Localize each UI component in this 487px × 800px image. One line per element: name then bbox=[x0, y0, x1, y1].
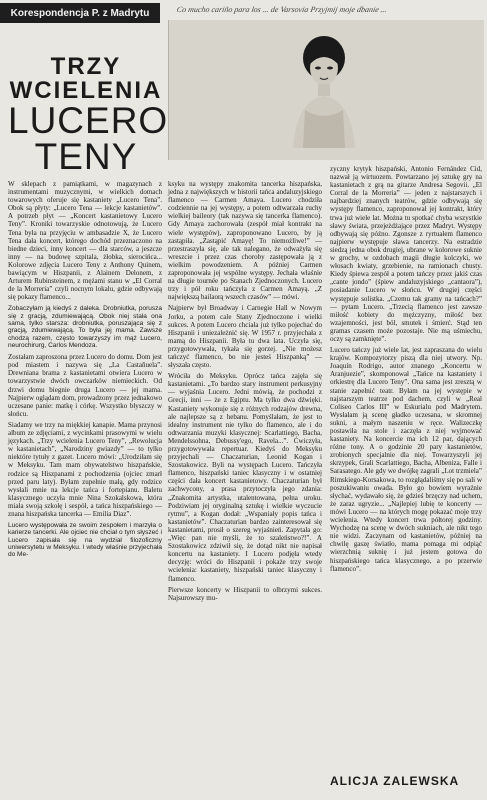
photo-caption: Zobaczyłam ją kiedyś z daleka. Drobniutka, porusza się z gracją, zdumiewającą. Obok niej stała ona sama, tylko starsza: drobniutka, poruszająca się z gracją, zdumiewającą. To była jej mama. Zawsze chodzą razem, często towarzyszy im mąż Lucero, neurochirurg, Carlos Mendoza. bbox=[8, 305, 162, 349]
title-line-2: LUCERO bbox=[8, 100, 169, 141]
handwritten-dedication: Co mucho cariño para los ... de Varsovia Przyjmij moje dbanie ... bbox=[176, 5, 388, 14]
section-header: Korespondencja P. z Madrytu bbox=[0, 3, 160, 23]
paragraph-small: Lucero występowała ze swoim zespołem i marzyła o karierze tancerki. Ale ojciec nie chciał o tym słyszeć i Lucero zapisała się na wydział filozoficzny uniwersytetu w Meksyku. I wtedy właśnie przyjechała do Me- bbox=[8, 522, 162, 559]
paragraph: Lucero tańczy już wiele lat, jest zapraszana do wielu krajów. Kompozytorzy piszą dla niej utwory. Np. Joaquín Rodrigo, autor znanego „Koncertu w Aranjuezie”, skomponował „Tańce na kastaniety i orkiestrę dla Lucero Teny”. Ona sama jest zresztą w stanie zapełnić teatr. Byłam na jej występie w najstarszym teatrze pod dachem, czyli w „Real Coliseo Carlos III” w Eskurialu pod Madrytem. Wysłałam ją scenę gładko uczesana, w skromnej sukni, a małym naszeniu w ręce. Walizeczkę postawiła na stole i zaczęła z niej wyjmować kastaniety. Na koncercie ma ich 12 par, dających różne tony. A o godzinie 20 pary kastanietów, zrobionych specjalnie dla niej. Towarzyszyli jej skrzypek, Grali Scarlattiego, Bacha, Albeniza, Falle i Sarasatego. Ale gdy we dwójkę zagrali „Lot trzmiela” Rimskiego-Korsakowa, to rozgłądaliśmy się po sali w poszukiwaniu owada. Było go bowiem wyraźnie słychać, wydawało się, że gdzieś brzęczy nad uchem, że zaraz ugryzie... „Najlepiej lubię te koncerty — mówi Lucero — na których mogę pokazać moje trzy wcielenia. Wtedy koncert trwa półtorej godziny. Wychodzę na scenę w dwóch sukniach, ale nikt tego nie widzi. Zaczynam od kastanietów, później na chwilę gaszę światło, mama pomaga mi odpiąć wierzchnią suknię i już jestem gotowa do hiszpańskiego tańca klasycznego, a po przerwie flamenco”. bbox=[330, 346, 482, 573]
text-column-3 bbox=[330, 165, 482, 573]
portrait-photo bbox=[168, 20, 484, 160]
text-column-1 bbox=[8, 180, 162, 563]
paragraph: zyczny krytyk hiszpański, Antonio Fernández Cid, nazwał ją wirtuozem. Powtarzano jej sztukę gry na kastanietach z grą na gitarze Andresa Segovii. „El Corral de la Morreria” — jeden z najstarszych i najbardziej znanych teatrów, gdzie odbywają się występy flamenco, zaproponował jej kontrakt, który trwa już wiele lat. Można tu spotkać chyba wszystkie sławy świata, przejeżdżające przez Madryt. Występy odbywają się późno. Zgonsze z ryrtuałem flamenco najpierw występuje sława tancerzy. Na estradzie siedzą jedna obok drugiej, ubrane w kolorowe suknie w grochy, w ozdobach magii długie kolczyki, we włosach kwiaty, grzebienie, na ramionach chusty. Kiedy śpiewa zespół a potem tańczy przez jakiś czas „cante jondo” (śpiew andaluzyjskiego „cantaora”), posiadanie Lucero w słońcu. W drugiej części występuje solistka. „Czemu tak gramy na tańcach?” — pytam Lucero. „Trzecią flamenco jest zawsze miłość kobiety do mężczyzny, miłość bez wzajemności, jest ból, smutek i śmierć. Stąd ten gramas czasem może pozostaje. Nie mą uśmiechu, oczy są zamknięte”. bbox=[330, 165, 482, 343]
paragraph: W sklepach z pamiątkami, w magazynach z instrumentami muzycznymi, w wielkich domach towarowych oferuje się kastaniety „Lucero Tena”. Obok są płyty: „Lucero Tena — lekcje kastanietów”. A potrzeb płyt — „Koncert kastanietowy Lucero Teny”. Kroniki towarzyskie odnotowują, że Lucero Tena była na przyjęciu w ambasadzie X, że Lucero Tena dała koncert, którego dochód przeznaczono na biedne dzieci, inny koncert — dla starców, a jeszcze inny — na budowę szpitala, żłobka, sierocińca... Kolorowe zdjęcia Lucero Teny z Anthony Quinem, bawiącym w Hiszpanii, z Alainem Delonem, z Arturem Rubinsteinem, z mężami stanu w „El Corral de la Morreria” czyli nocnym lokalu, gdzie odbywają się pokazy flamenco... bbox=[8, 180, 162, 302]
paragraph: Zostałam zaproszona przez Lucero do domu. Dom jest pod miastem i nazywa się „La Castañuela”. Drewniana brama z kastanietami otwiera Lucero w towarzystwie dwóch owczarków niemieckich. Od drzwi domu biegnie druga Lucero — jej mama. Najpierw oglądam dom, prowadzony przez jednakowo uczesane panie: matkę i córkę. Wszystko błyszczy w słońcu. bbox=[8, 353, 162, 418]
text-column-2 bbox=[168, 180, 322, 602]
paragraph: Pierwsze koncerty w Hiszpanii to olbrzymi sukces. Najsurowszy mu- bbox=[168, 585, 322, 602]
paragraph: Najpierw był Broadway i Carnegie Hall w Nowym Jorku, a potem cale Stany Zjednoczone i wielki sukces. A potem Lucero chciała już tylko pojechać do Hiszpanii i uniezależnić się. W 1957 r. przyjechała z mamą do Hiszpanii. Była tu dwa lata. Uczyła się, przygotowywała, tykała się gorzej. „Nie możesz tańczyć flamenco, bo nie jesteś Hiszpanką” — słyszała często. bbox=[168, 304, 322, 370]
author-byline: ALICJA ZALEWSKA bbox=[330, 774, 460, 788]
article-title bbox=[8, 53, 169, 177]
title-line-1: TRZY WCIELENIA bbox=[9, 53, 163, 104]
title-line-3: TENY bbox=[34, 136, 138, 177]
woman-portrait-icon bbox=[287, 30, 361, 148]
paragraph: ksyku na występy znakomita tancerka hiszpańska, jedna z największych w historii tańca andaluzyjskiego flamenco — Carmen Amaya. Lucero chodziła codziennie na jej występy, a potem odtwarzała ruchy wielkiej baileory (tak nazywa się tancerka flamenco). Gdy Amaya zachorowała (zespół miał kontrakt na wiele występów), zaproponowano Lucero, by ją zastąpiła. „Zastąpić Amayę! To niemożliwe!” — przestraszyła się, ale tak nalegano, że odważyła się wreszcie i przez czas choroby zastępowała ją z wielkim powodzeniem. A później Carmen zaproponowała jej wspólne występy. Jechała właśnie na długie tournée po Stanach Zjednoczonych. Lucero trzy i pół roku tańczyła z Carmen Amayą. „Z największą bailaorą wszech czasów” — mówi. bbox=[168, 180, 322, 302]
paragraph: Wróciła do Meksyku. Oprócz tańca zajęła się kastanietami. „To bardzo stary instrument perkusyjny — wyjaśnia Lucero. Jedni mówią, że pochodzi z Grecji, inni — że z Egiptu. Ma tylko dwa dźwięki. Kastaniety wykonuje się z różnych rodzajów drewna, ale najlepsze są z hebanu. Pomyślałam, że jest to idealny instrument nie tylko do flamenco, ale i do odtwarzania muzyki klasycznej: Scarlattiego, Bacha, Mendelssohna, Debussy'ego, Ravela...”. Ćwiczyła, przygotowywała repertuar. Kiedyś do Meksyku przyjechali — Chaczaturian, Leonid Kogan i Szostakowicz. Byli na występach Lucero. Tańczyła flamenco, hiszpański taniec klasyczny i w ostatniej części dała koncert kastanietowy. Chaczaturian był zachwycony, a prasa przytoczyła jego zdania: „Znakomita artystka, utalentowana, pełna uroku. Podziwiam jej oryginalną sztukę i wielkie wyczucie rytmu”, a Kogan dodał: „Wspaniały popis tańca i kastanietów”. Chaczaturian bardzo zainteresował się kastanietami, prosił o szereg wyjaśnień. Zapytała go: „Więc pan nie myśli, że to szaleństwo?!”. A Szostakowicz zdziwił się, że dotąd nikt nie napisał koncertu na kastaniety. I Lucero podjęła wtedy decyzję: wróci do Hiszpanii i pokaże trzy swoje wcielenia: kastaniety, hiszpański taniec klasyczny i flamenco. bbox=[168, 372, 322, 583]
paragraph: Siadamy we trzy na miękkiej kanapie. Mama przynosi album ze zdjęciami, z wycinkami prasowymi w wielu językach. „Trzy wcielenia Lucero Teny”, „Rewolucja w kastanietach”, „Narodziny gwiazdy” — to tylko niektóre tytuły z gazet. Lucero mówi: „Urodziłam się w Meksyku. Tam mam obywatelstwo hiszpańskie, rodzice są Hiszpanami z pochodzenia (ojciec zmarł przed paru laty). Byłam zupełnie małą, gdy rodzice wysłali mnie na lekcje tańca i fortepianu. Baletu klasycznego uczyła mnie Nina Szokalskowa, która miała swoją szkołę i sespół, a tańca hiszpańskiego — znana hiszpańska tancerka — Emilia Diaz”. bbox=[8, 420, 162, 518]
